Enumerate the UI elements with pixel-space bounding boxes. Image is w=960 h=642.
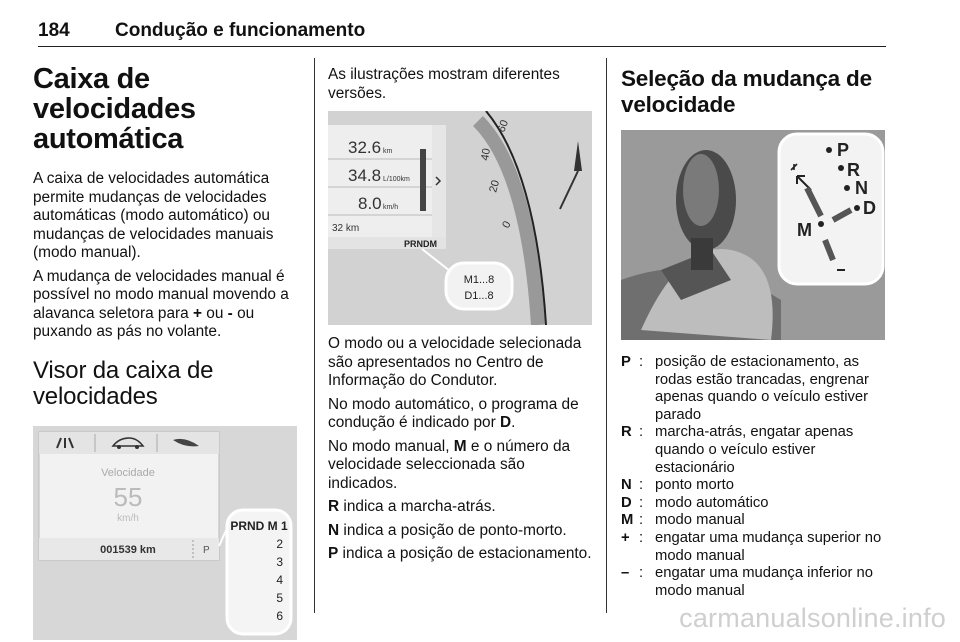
column-divider [314, 58, 315, 613]
prnd-label: PRND M 1 [230, 518, 288, 533]
column-middle [328, 52, 596, 569]
page-number: 184 [38, 20, 70, 41]
legend-item: N : ponto morto [621, 477, 734, 494]
legend-item: – : engatar uma mudança inferior no modo manual [621, 565, 873, 599]
gear-2: 2 [276, 536, 283, 551]
column-divider [606, 58, 607, 613]
paragraph: P indica a posição de estacionamento. [328, 545, 592, 562]
prndm-label: PRNDM [404, 239, 437, 249]
legend-item: + : engatar uma mudança superior no modo manual [621, 529, 882, 564]
paragraph: R indica a marcha-atrás. [328, 498, 496, 515]
paragraph: A caixa de velocidades automática permite mudanças de velocidades automáticas (modo automático) ou mudanças de velocidades manuais (modo manual). [33, 170, 274, 261]
gate-d: D [863, 198, 876, 218]
gate-p: P [837, 140, 850, 160]
svg-text:32 km: 32 km [332, 223, 360, 234]
paragraph: No modo manual, M e o número da velocidade seleccionada são indicados. [328, 437, 571, 492]
gear-6: 6 [276, 608, 283, 623]
page-header [38, 20, 886, 47]
svg-text:60: 60 [495, 118, 512, 135]
selector-illustration [621, 130, 885, 340]
gear-3: 3 [276, 554, 283, 569]
svg-text:20: 20 [487, 178, 503, 194]
paragraph: A mudança de velocidades manual é possível no modo manual movendo a alavanca seletora para + ou - ou puxando as pás no volante. [33, 267, 289, 340]
speed-value: 55 [113, 481, 143, 512]
callout-d: D1...8 [464, 290, 494, 302]
gear-selector-figure [621, 130, 885, 340]
watermark: carmanualsonline.info [679, 603, 946, 633]
paragraph: O modo ou a velocidade selecionada são apresentados no Centro de Informação do Condutor. [328, 335, 582, 389]
running-title: Condução e funcionamento [115, 20, 366, 41]
svg-text:34.8: 34.8 [348, 166, 382, 185]
speed-unit: km/h [117, 512, 139, 524]
gear-legend [621, 354, 889, 600]
display-illustration [33, 426, 297, 640]
velocidade-label: Velocidade [101, 466, 155, 479]
paragraph: As ilustrações mostram diferentes versões. [328, 66, 560, 102]
legend-item: M : modo manual [621, 512, 745, 529]
gear-4: 4 [276, 572, 283, 587]
gear-p: P [203, 544, 210, 556]
svg-text:km: km [383, 148, 393, 155]
section-title: Caixa de velocidades automática [33, 63, 196, 155]
section-title: Seleção da mudança de velocidade [621, 66, 872, 117]
callout-m: M1...8 [463, 274, 495, 286]
gear-5: 5 [276, 590, 283, 605]
svg-text:0: 0 [500, 219, 514, 231]
svg-text:40: 40 [479, 147, 494, 162]
column-right [621, 52, 889, 600]
svg-text:32.6: 32.6 [348, 138, 382, 157]
subsection-title: Visor da caixa de velocidades [33, 356, 214, 410]
paragraph: N indica a posição de ponto-morto. [328, 521, 567, 539]
legend-item: P : posição de estacionamento, as rodas estão trancadas, engrenar apenas quando o veículo estiver parado [621, 354, 869, 423]
gate-m: M [797, 220, 812, 240]
cluster-figure [328, 111, 592, 325]
column-left [33, 52, 301, 640]
transmission-display-figure [33, 426, 297, 640]
paragraph: No modo automático, o programa de condução é indicado por D. [328, 395, 579, 431]
svg-text:8.0: 8.0 [358, 194, 382, 213]
legend-item: D : modo automático [621, 494, 769, 511]
legend-item: R : marcha-atrás, engatar apenas quando o veículo estiver estacionário [621, 424, 854, 476]
cluster-illustration [328, 111, 592, 325]
odometer: 001539 km [100, 543, 156, 556]
gate-n: N [855, 178, 868, 198]
gate-r: R [847, 160, 860, 180]
svg-text:km/h: km/h [383, 204, 399, 211]
svg-text:L/100km: L/100km [383, 176, 410, 183]
